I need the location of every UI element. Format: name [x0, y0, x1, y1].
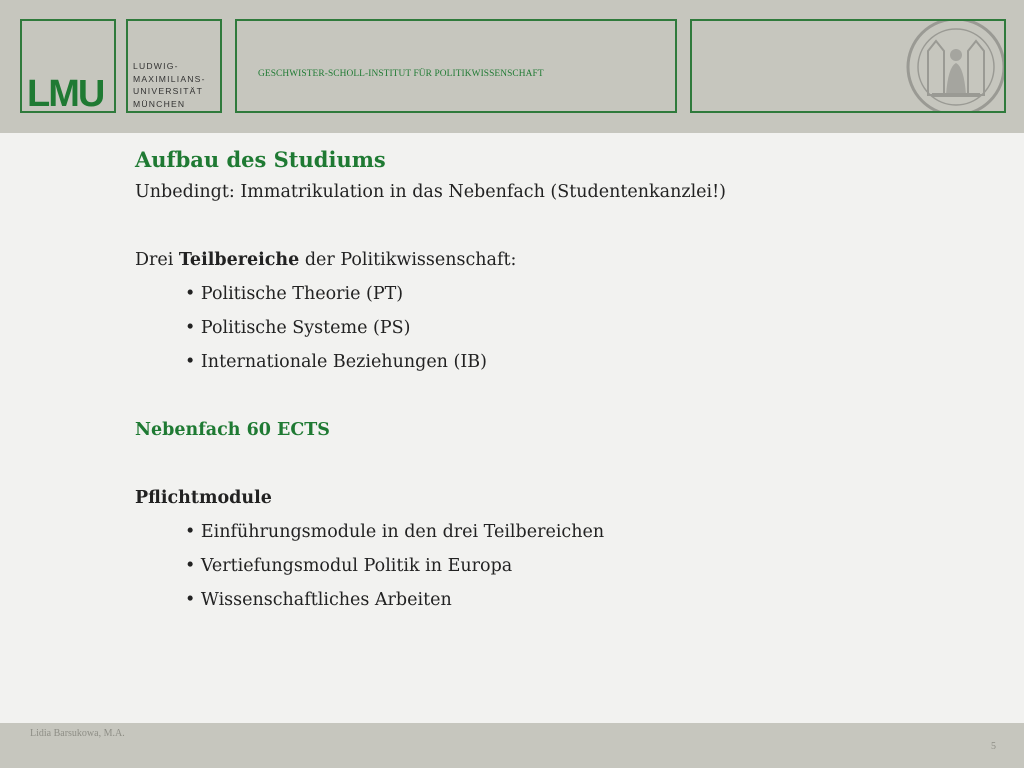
university-name-line: MAXIMILIANS- — [133, 73, 206, 84]
footer-author: Lidia Barsukowa, M.A. — [30, 728, 125, 739]
list-item: • Vertiefungsmodul Politik in Europa — [185, 556, 513, 576]
list-item: • Politische Systeme (PS) — [185, 318, 411, 338]
module-item: Einführungsmodule in den drei Teilbereichen — [200, 522, 605, 542]
modules-heading: Pflichtmodule — [135, 488, 272, 508]
spacer — [135, 447, 995, 481]
footer-band — [0, 723, 1024, 768]
list-item: • Politische Theorie (PT) — [185, 284, 404, 304]
areas-intro — [135, 243, 995, 277]
university-seal-icon — [904, 19, 1006, 113]
university-name-line: LUDWIG- — [133, 61, 179, 71]
module-item: Vertiefungsmodul Politik in Europa — [200, 556, 513, 576]
page-number: 5 — [991, 741, 996, 752]
logo-box — [20, 19, 116, 113]
institute-name: GESCHWISTER-SCHOLL-INSTITUT FÜR POLITIKWISSENSCHAFT — [258, 69, 544, 79]
university-name-line: MÜNCHEN — [133, 98, 186, 109]
header-band — [0, 0, 1024, 133]
list-item: • Einführungsmodule in den drei Teilbereichen — [185, 522, 605, 542]
list-item: • Wissenschaftliches Arbeiten — [185, 590, 452, 610]
slide-content — [135, 145, 995, 617]
area-item: Politische Systeme (PS) — [200, 318, 411, 338]
module-item: Wissenschaftliches Arbeiten — [200, 590, 452, 610]
university-name-line: UNIVERSITÄT — [133, 86, 204, 96]
areas-keyword: Teilbereiche — [178, 250, 300, 270]
area-item: Politische Theorie (PT) — [200, 284, 404, 304]
spacer — [135, 379, 995, 413]
intro-text: Unbedingt: Immatrikulation in das Nebenfach (Studentenkanzlei!) — [135, 182, 726, 202]
seal-box — [690, 19, 1006, 113]
institute-box — [235, 19, 677, 113]
lmu-logo: LMU — [27, 73, 104, 115]
areas-suffix: der Politikwissenschaft: — [299, 250, 517, 270]
slide-title: Aufbau des Studiums — [135, 147, 386, 172]
list-item: • Internationale Beziehungen (IB) — [185, 352, 487, 372]
spacer — [135, 209, 995, 243]
university-name-box — [126, 19, 222, 113]
area-item: Internationale Beziehungen (IB) — [200, 352, 487, 372]
ects-heading: Nebenfach 60 ECTS — [135, 420, 330, 440]
areas-prefix: Drei — [135, 250, 179, 270]
university-name — [133, 60, 206, 110]
